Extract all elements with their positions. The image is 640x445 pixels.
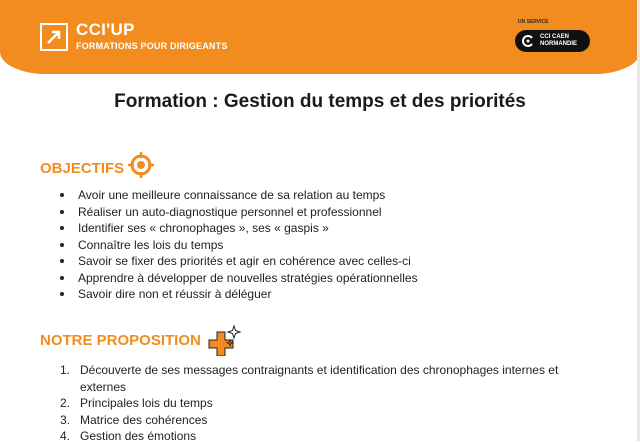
list-item: Apprendre à développer de nouvelles stratégies opérationnelles (40, 270, 418, 287)
partner-line1: CCI CAEN (540, 34, 570, 40)
service-label: UN SERVICE (518, 19, 549, 25)
partner-line2: NORMANDIE (540, 41, 577, 47)
header-banner (0, 0, 640, 74)
list-item: Identifier ses « chronophages », ses « gaspis » (40, 220, 418, 237)
brand-name: CCI'UP (76, 20, 135, 39)
list-item (40, 412, 600, 429)
list-item: Savoir dire non et réussir à déléguer (40, 286, 418, 303)
item-number: 1. (60, 363, 71, 377)
brand-subtitle: FORMATIONS POUR DIRIGEANTS (76, 41, 228, 51)
proposition-heading: NOTRE PROPOSITION (40, 332, 201, 349)
item-text: Découverte de ses messages contraignants et identification des chronophages internes et externes (80, 363, 559, 394)
cci-logo-icon (522, 35, 534, 47)
item-number: 2. (60, 396, 71, 410)
objectifs-heading: OBJECTIFS (40, 160, 125, 177)
item-number: 4. (60, 429, 71, 443)
arrow-square-icon (40, 23, 68, 51)
item-text: Principales lois du temps (80, 396, 213, 410)
list-item: Réaliser un auto-diagnostique personnel et professionnel (40, 204, 418, 221)
list-item: Connaître les lois du temps (40, 237, 418, 254)
list-item: Savoir se fixer des priorités et agir en cohérence avec celles-ci (40, 253, 418, 270)
list-item: Avoir une meilleure connaissance de sa relation au temps (40, 187, 418, 204)
objectifs-list (40, 187, 418, 303)
item-text: Gestion des émotions (80, 429, 197, 443)
list-item (40, 395, 600, 412)
proposition-list (40, 362, 600, 445)
list-item (40, 362, 600, 395)
page-title: Formation : Gestion du temps et des priorités (114, 91, 526, 112)
target-icon (128, 152, 154, 178)
item-text: Matrice des cohérences (80, 412, 208, 427)
plus-sparkle-icon (208, 324, 242, 356)
list-item (40, 428, 600, 445)
partner-logo (515, 30, 590, 52)
item-number: 3. (60, 412, 71, 427)
